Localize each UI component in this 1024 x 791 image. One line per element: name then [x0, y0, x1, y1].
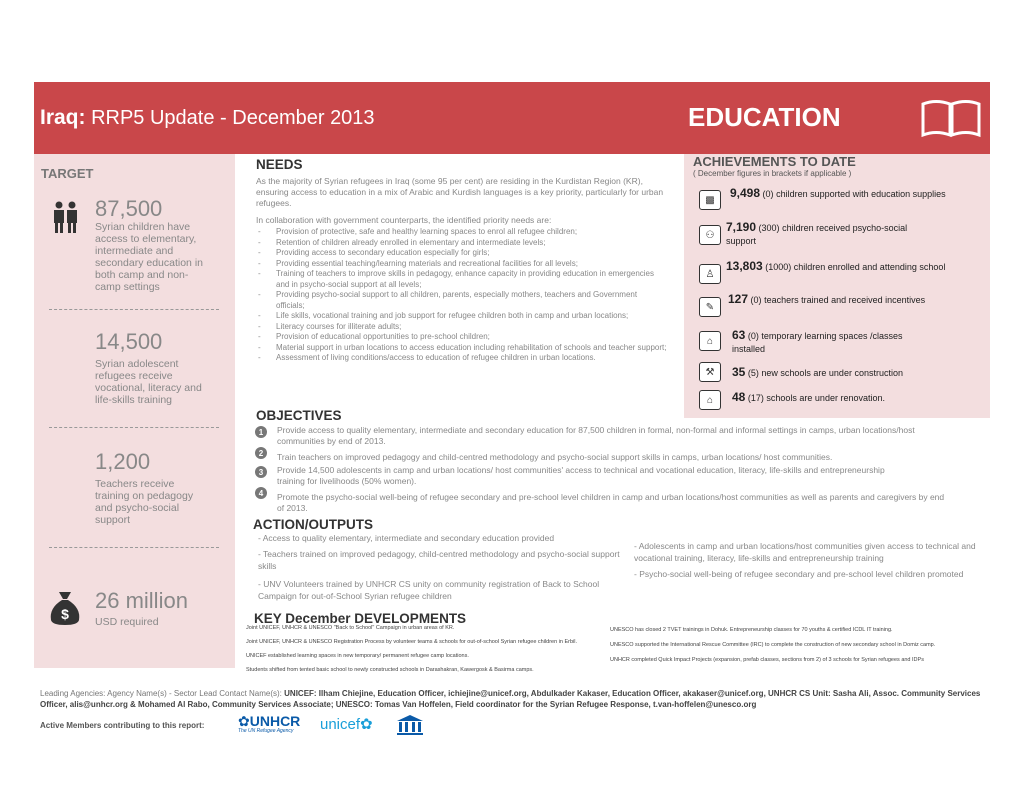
achievement-value: 35 [732, 365, 746, 379]
needs-heading: NEEDS [256, 157, 303, 172]
unhcr-logo-text: UNHCR [249, 713, 301, 729]
lead-label: Leading Agencies: Agency Name(s) - Sector Lead Contact Name(s): [40, 689, 282, 698]
psychosocial-icon: ⚇ [699, 225, 721, 245]
supplies-icon: ▩ [699, 190, 721, 210]
lead-agencies [40, 688, 985, 710]
funding-desc: USD required [95, 616, 159, 628]
page-title [40, 106, 375, 130]
school-icon: ⌂ [699, 390, 721, 410]
needs-item: - Literacy courses for illiterate adults; [256, 322, 668, 333]
development-item: Joint UNICEF, UNHCR & UNESCO Registration Process by volunteer teams & schools for out-of-school Syrian refugee children in Erbil. [246, 639, 578, 645]
achievement-bracket: (0) [750, 295, 762, 305]
development-item: UNHCR completed Quick Impact Projects (expansion, prefab classes, sections from 2) of 3 schools for Syrian refugees and IDPs [610, 657, 924, 663]
achievement-value: 9,498 [730, 186, 761, 200]
divider [49, 309, 219, 310]
achievement-item [732, 391, 982, 405]
report-title: RRP5 Update - December 2013 [91, 107, 375, 129]
action-item: - Adolescents in camp and urban locations/host communities given access to technical and vocational training, literacy, life-skills and entrepreneurship training [634, 540, 984, 564]
tent-icon: ⌂ [699, 331, 721, 351]
members-label: Active Members contributing to this report: [40, 721, 205, 730]
objective-number: 2 [255, 447, 267, 459]
achievement-bracket: (17) [747, 393, 764, 403]
book-icon [920, 98, 982, 138]
development-item: UNESCO has closed 2 TVET trainings in Dohuk. Entrepreneurship classes for 70 youths & certified ICDL IT training. [610, 627, 893, 633]
achievement-text: temporary learning spaces /classes installed [732, 331, 903, 354]
achievement-bracket: (5) [747, 368, 759, 378]
unesco-logo [396, 714, 424, 736]
objective-number: 3 [255, 466, 267, 478]
action-item: - Psycho-social well-being of refugee secondary and pre-school level children promoted [634, 568, 984, 580]
achievement-bracket: (0) [747, 331, 759, 341]
target-desc: Syrian children have access to elementary, intermediate and secondary education in both camp and non-camp settings [95, 221, 203, 293]
achievement-bracket: (1000) [765, 262, 792, 272]
developments-heading: KEY December DEVELOPMENTS [254, 611, 467, 626]
achievement-item [726, 260, 946, 274]
needs-list [256, 227, 668, 364]
achievements-heading: ACHIEVEMENTS TO DATE [693, 154, 856, 169]
svg-text:$: $ [61, 606, 69, 622]
needs-item: - Provision of educational opportunities to pre-school children; [256, 332, 668, 343]
development-item: Students shifted from tented basic school to newly constructed schools in Darashakran, Kawergosk & Basirma camps. [246, 667, 534, 673]
objective-text: Promote the psycho-social well-being of refugee secondary and pre-school level children in camp and urban locations/host communities as well as parents and caregivers by end of 2013. [277, 492, 945, 513]
children-icon: ♙ [699, 264, 721, 284]
needs-intro: As the majority of Syrian refugees in Iraq (some 95 per cent) are residing in the Kurdistan Region (KR), ensuring access to education in a mix of Arabic and Kurdish languages is a key priority, particularly for urban refugees. [256, 176, 664, 208]
development-item: UNICEF established learning spaces in new temporary/ permanent refugee camp locations. [246, 653, 469, 659]
unhcr-logo: ✿UNHCR The UN Refugee Agency [238, 713, 301, 734]
objective-text: Train teachers on improved pedagogy and child-centred methodology and psycho-social support skills in camps, urban locations/ host communities. [277, 452, 833, 462]
achievement-text: children received psycho-social support [726, 223, 908, 246]
unicef-logo-text: unicef [320, 716, 361, 733]
needs-item: - Life skills, vocational training and job support for refugee children both in camp and urban locations; [256, 311, 668, 322]
actions-heading: ACTION/OUTPUTS [253, 517, 373, 532]
needs-item: - Assessment of living conditions/access to education of refugee children in urban locations. [256, 353, 668, 364]
needs-item: - Providing access to secondary education especially for girls; [256, 248, 668, 259]
achievement-item [732, 366, 982, 380]
achievement-item [732, 329, 932, 356]
achievement-value: 48 [732, 390, 746, 404]
needs-intro-2: In collaboration with government counterparts, the identified priority needs are: [256, 215, 552, 225]
achievements-panel [684, 154, 990, 418]
target-label: TARGET [41, 166, 94, 181]
achievement-text: schools are under renovation. [766, 393, 885, 403]
achievement-text: new schools are under construction [761, 368, 903, 378]
objective-text: Provide access to quality elementary, intermediate and secondary education for 87,500 children in formal, non-formal and informal settings in camps, urban locations/host communities by end of 2013. [277, 425, 915, 446]
unhcr-tagline: The UN Refugee Agency [238, 728, 294, 734]
achievement-bracket: (300) [758, 223, 780, 233]
achievement-text: children enrolled and attending school [793, 262, 946, 272]
sector-title: EDUCATION [688, 102, 841, 132]
action-item: - Teachers trained on improved pedagogy, child-centred methodology and psycho-social support skills [258, 548, 628, 572]
needs-item: - Providing essential teaching/learning materials and recreational facilities for all levels; [256, 259, 668, 270]
unicef-logo: unicef✿ [320, 716, 373, 733]
achievement-item [730, 187, 980, 201]
achievement-bracket: (0) [762, 189, 774, 199]
needs-item: - Training of teachers to improve skills in pedagogy, enhance capacity in providing education in emergencies and in psycho-social support at all levels; [256, 269, 668, 290]
header-banner [34, 82, 990, 154]
achievement-text: children supported with education supplies [776, 189, 946, 199]
developments-left [246, 624, 602, 674]
developments-right [610, 626, 990, 664]
lead-contacts: UNICEF: Ilham Chiejine, Education Officer, ichiejine@unicef.org, Abdulkader Kakaser, Education Officer, akakaser@unicef.org, UNHCR CS Unit: Sasha Ali, Assoc. Community Services Officer, alis@unhcr.org & Mohamed Al Rabo, Community Services Associate; UNESCO: Tomas Van Hoffelen, Field coordinator for the Syrian Refugee Response, t.van-hoffelen@unesco.org [40, 689, 981, 709]
achievement-text: teachers trained and received incentives [764, 295, 926, 305]
target-desc: Syrian adolescent refugees receive vocational, literacy and life-skills training [95, 358, 202, 406]
target-value: 1,200 [95, 449, 151, 474]
objective-number: 4 [255, 487, 267, 499]
achievement-value: 13,803 [726, 259, 763, 273]
needs-item: - Retention of children already enrolled in elementary and intermediate levels; [256, 238, 668, 249]
achievement-value: 7,190 [726, 220, 757, 234]
divider [49, 427, 219, 428]
achievement-item [728, 293, 978, 307]
objective-number: 1 [255, 426, 267, 438]
objectives-heading: OBJECTIVES [256, 408, 342, 423]
needs-item: - Material support in urban locations to access education including rehabilitation of schools and teacher support; [256, 343, 668, 354]
achievement-item [726, 221, 936, 248]
achievements-subheading: ( December figures in brackets if applicable ) [693, 169, 852, 178]
target-value: 87,500 [95, 196, 163, 221]
target-panel [34, 154, 235, 668]
objective-text: Provide 14,500 adolescents in camp and urban locations/ host communities' access to technical and vocational education, literacy, life-skills and entrepreneurship training for livelihoods (50% women). [277, 465, 885, 486]
construction-icon: ⚒ [699, 362, 721, 382]
action-item: - UNV Volunteers trained by UNHCR CS unity on community registration of Back to School Campaign for out-of-School Syrian refugee children [258, 578, 628, 602]
achievement-value: 63 [732, 328, 746, 342]
teacher-icon: ✎ [699, 297, 721, 317]
country-name: Iraq: [40, 106, 86, 129]
development-item: Joint UNICEF, UNHCR & UNESCO "Back to School" Campaign in urban areas of KR. [246, 625, 455, 631]
money-bag-icon [48, 590, 82, 626]
development-item: UNESCO supported the International Rescue Committee (IRC) to complete the construction of new secondary school in Domiz camp. [610, 642, 936, 648]
divider [49, 547, 219, 548]
child-pencil-icon [52, 201, 82, 235]
funding-value: 26 million [95, 588, 188, 613]
action-item: - Access to quality elementary, intermediate and secondary education provided [258, 532, 618, 544]
target-value: 14,500 [95, 329, 163, 354]
achievement-value: 127 [728, 292, 749, 306]
target-desc: Teachers receive training on pedagogy and psycho-social support [95, 478, 194, 526]
needs-item: - Provision of protective, safe and healthy learning spaces to enrol all refugee children; [256, 227, 668, 238]
needs-item: - Providing psycho-social support to all children, parents, especially mothers, teachers and Government officials; [256, 290, 668, 311]
